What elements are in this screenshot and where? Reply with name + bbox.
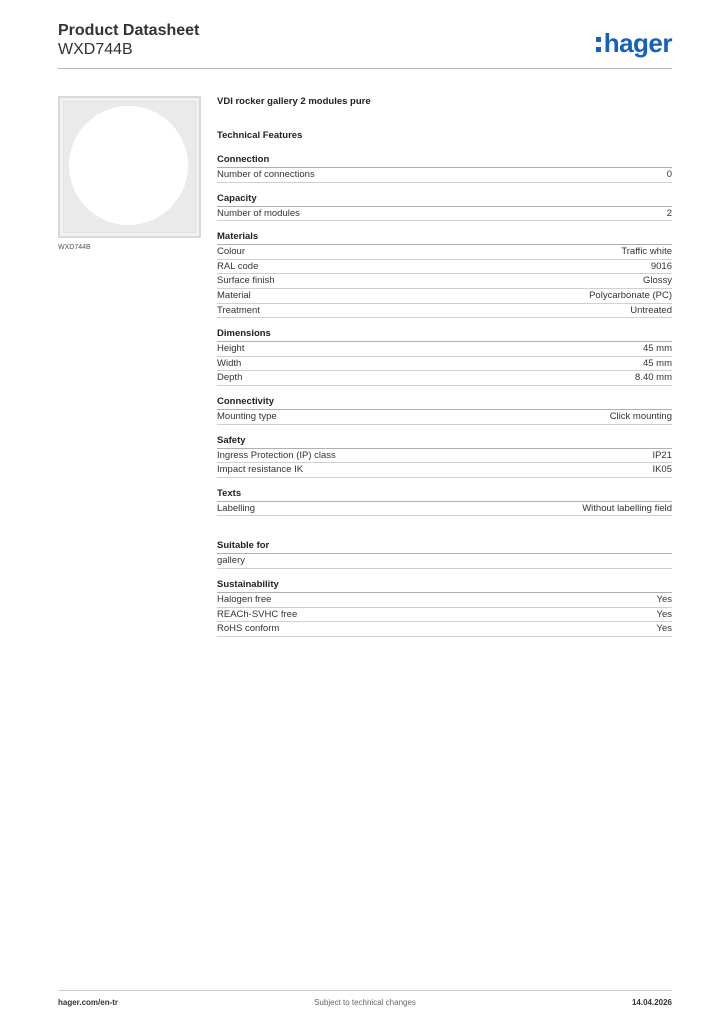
spec-row [217, 357, 672, 372]
section-title: Suitable for [217, 540, 672, 554]
spec-label: Mounting type [217, 410, 277, 422]
spec-label: Number of modules [217, 207, 300, 219]
rocker-circle-graphic [69, 106, 188, 225]
spec-label: Ingress Protection (IP) class [217, 449, 336, 461]
section-capacity [217, 193, 672, 222]
technical-content [217, 96, 672, 637]
hager-logo [596, 28, 672, 59]
section-sustainability [217, 579, 672, 637]
section-title: Sustainability [217, 579, 672, 593]
spec-value: Glossy [642, 275, 672, 287]
spec-value: 45 mm [642, 343, 672, 355]
section-title: Dimensions [217, 328, 672, 342]
section-title: Texts [217, 488, 672, 502]
spec-label: RAL code [217, 260, 259, 272]
section-texts [217, 488, 672, 517]
spec-row [217, 207, 672, 222]
spec-value: 45 mm [642, 357, 672, 369]
spec-row [217, 371, 672, 386]
spec-value: Yes [656, 623, 672, 635]
spec-row [217, 245, 672, 260]
spec-label: Surface finish [217, 275, 275, 287]
feature-sections [217, 154, 672, 637]
spec-value: Yes [656, 593, 672, 605]
spec-row [217, 593, 672, 608]
section-title: Capacity [217, 193, 672, 207]
section-safety [217, 435, 672, 478]
spec-row [217, 449, 672, 464]
spec-value: Traffic white [621, 246, 672, 258]
spec-row [217, 463, 672, 478]
logo-text: hager [603, 28, 672, 58]
section-suitable-for [217, 540, 672, 569]
spec-row [217, 260, 672, 275]
spec-row [217, 289, 672, 304]
spec-value: Yes [656, 608, 672, 620]
spec-value: IP21 [652, 449, 672, 461]
section-title: Connection [217, 154, 672, 168]
spec-value: 0 [666, 169, 672, 180]
spec-label: Height [217, 343, 245, 355]
spec-label: gallery [217, 555, 245, 567]
section-connection [217, 154, 672, 183]
logo-dots-icon [596, 37, 603, 52]
spec-value: IK05 [652, 464, 672, 476]
spec-row [217, 304, 672, 319]
footer-divider [58, 990, 672, 991]
spec-value: 2 [666, 207, 672, 219]
spec-row [217, 274, 672, 289]
header-divider [58, 68, 672, 69]
spec-value: 8.40 mm [635, 372, 672, 384]
product-image-caption: WXD744B [58, 244, 91, 251]
document-title: Product Datasheet [58, 22, 200, 39]
spec-value: Polycarbonate (PC) [589, 289, 672, 301]
spec-row [217, 622, 672, 637]
spec-row [217, 410, 672, 425]
spec-row [217, 608, 672, 623]
spec-label: Labelling [217, 502, 256, 514]
footer-notice: Subject to technical changes [314, 998, 416, 1007]
section-connectivity [217, 396, 672, 425]
spec-label: Number of connections [217, 169, 315, 180]
footer-website: hager.com/en-tr [58, 998, 119, 1007]
section-title: Connectivity [217, 396, 672, 410]
spec-label: REACh-SVHC free [217, 608, 298, 620]
footer-date: 14.04.2026 [631, 998, 672, 1007]
spec-row [217, 342, 672, 357]
spec-row [217, 502, 672, 517]
spec-label: Depth [217, 372, 243, 384]
product-name: VDI rocker gallery 2 modules pure [217, 96, 371, 107]
document-subtitle: WXD744B [58, 41, 133, 58]
spec-label: Colour [217, 246, 245, 258]
spec-row [217, 168, 672, 183]
spec-label: Treatment [217, 304, 260, 316]
spec-value: Untreated [630, 304, 672, 316]
spec-row [217, 554, 672, 569]
spec-label: Impact resistance IK [217, 464, 304, 476]
spec-value: 9016 [650, 260, 672, 272]
spec-value: Click mounting [609, 410, 672, 422]
section-title: Materials [217, 231, 672, 245]
section-materials [217, 231, 672, 318]
product-image [58, 96, 201, 238]
spec-label: RoHS conform [217, 623, 280, 635]
page-header [58, 21, 672, 69]
spec-label: Halogen free [217, 593, 272, 605]
technical-features-title: Technical Features [217, 130, 303, 141]
spec-label: Material [217, 289, 251, 301]
section-title: Safety [217, 435, 672, 449]
spec-label: Width [217, 357, 242, 369]
section-dimensions [217, 328, 672, 386]
spec-value: Without labelling field [582, 502, 672, 514]
